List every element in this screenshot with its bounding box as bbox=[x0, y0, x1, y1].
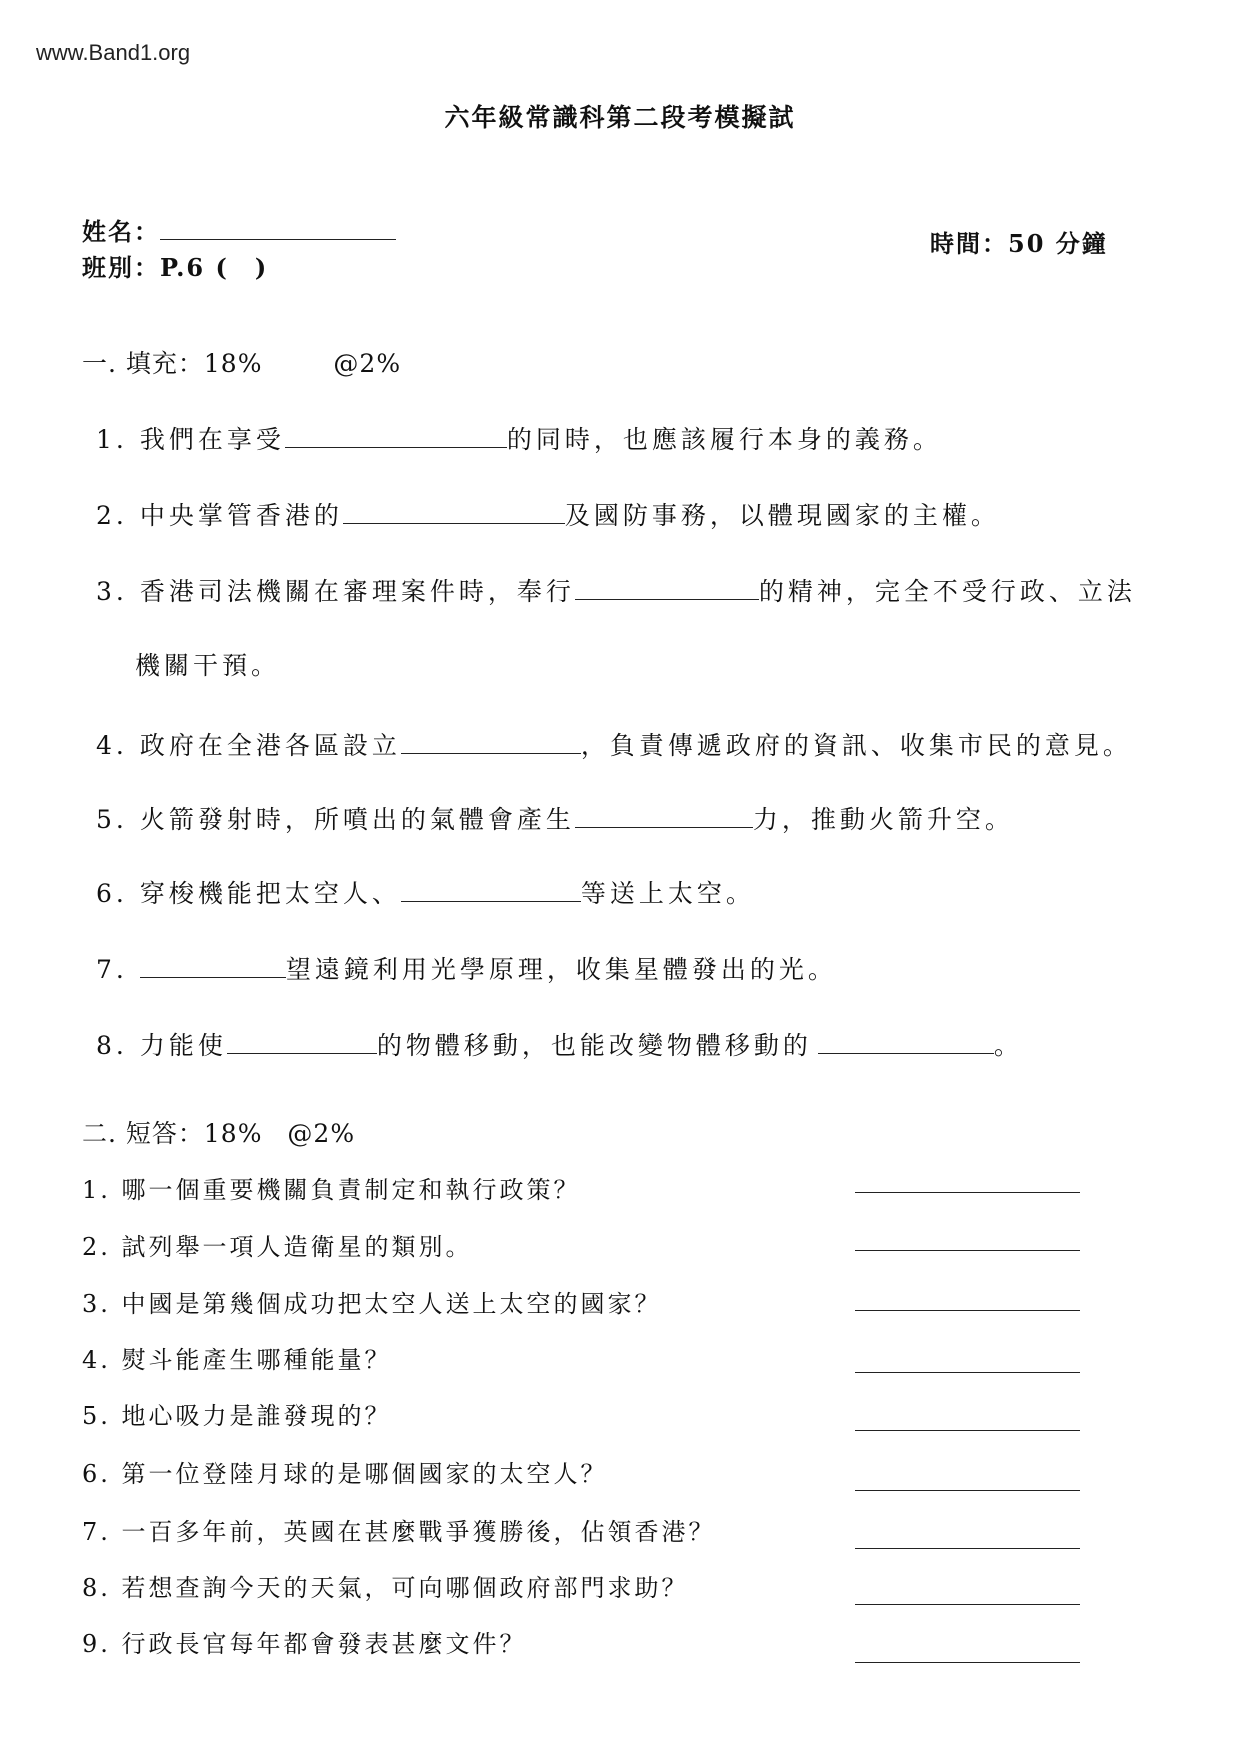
short-question-1: 1. 哪一個重要機關負責制定和執行政策？ bbox=[82, 1176, 581, 1204]
answer-line-2[interactable] bbox=[855, 1250, 1080, 1251]
q1-number: 1. bbox=[96, 425, 128, 454]
q5-text-b: 力，推動火箭升空。 bbox=[752, 805, 1014, 834]
fill-question-3 bbox=[96, 572, 1136, 608]
name-blank[interactable] bbox=[160, 213, 396, 240]
fill-question-1 bbox=[96, 420, 942, 456]
fill-question-2 bbox=[96, 496, 1000, 532]
name-label: 姓名： bbox=[82, 217, 160, 246]
q3-blank[interactable] bbox=[575, 573, 759, 600]
q3-text-b: 的精神，完全不受行政、立法 bbox=[758, 577, 1136, 606]
q7-number: 7. bbox=[96, 955, 128, 984]
answer-line-5[interactable] bbox=[855, 1430, 1080, 1431]
section2-marks: @2% bbox=[287, 1119, 356, 1148]
exam-title: 六年級常識科第二段考模擬試 bbox=[444, 103, 796, 132]
q8-text-b: 的物體移動，也能改變物體移動的 bbox=[376, 1031, 812, 1060]
fill-question-4 bbox=[96, 726, 1132, 762]
short-question-2: 2. 試列舉一項人造衛星的類別。 bbox=[82, 1233, 473, 1261]
q4-text-a: 政府在全港各區設立 bbox=[139, 731, 401, 760]
short-question-4: 4. 熨斗能產生哪種能量？ bbox=[82, 1346, 392, 1374]
q6-blank[interactable] bbox=[401, 875, 581, 902]
q8-text-a: 力能使 bbox=[139, 1031, 227, 1060]
short-question-3: 3. 中國是第幾個成功把太空人送上太空的國家？ bbox=[82, 1290, 662, 1318]
time-label: 時間：50 分鐘 bbox=[930, 229, 1108, 258]
answer-line-1[interactable] bbox=[855, 1192, 1080, 1193]
q1-text-b: 的同時，也應該履行本身的義務。 bbox=[506, 425, 942, 454]
section1-heading-row bbox=[82, 344, 401, 380]
q5-number: 5. bbox=[96, 805, 128, 834]
section2-heading-row bbox=[82, 1114, 355, 1150]
q4-number: 4. bbox=[96, 731, 128, 760]
q1-text-a: 我們在享受 bbox=[139, 425, 285, 454]
name-row bbox=[82, 212, 396, 247]
q2-text-b: 及國防事務，以體現國家的主權。 bbox=[564, 501, 1000, 530]
q7-blank[interactable] bbox=[140, 951, 286, 978]
answer-line-7[interactable] bbox=[855, 1548, 1080, 1549]
q5-blank[interactable] bbox=[575, 801, 753, 828]
short-question-9: 9. 行政長官每年都會發表甚麼文件？ bbox=[82, 1630, 527, 1658]
fill-question-6 bbox=[96, 874, 755, 910]
answer-line-3[interactable] bbox=[855, 1310, 1080, 1311]
short-question-8: 8. 若想查詢今天的天氣，可向哪個政府部門求助？ bbox=[82, 1574, 689, 1602]
q3-text-c: 機關干預。 bbox=[135, 651, 281, 680]
q3-text-a: 香港司法機關在審理案件時，奉行 bbox=[139, 577, 575, 606]
q2-text-a: 中央掌管香港的 bbox=[139, 501, 343, 530]
q2-blank[interactable] bbox=[343, 497, 565, 524]
short-question-6: 6. 第一位登陸月球的是哪個國家的太空人？ bbox=[82, 1460, 608, 1488]
q6-text-a: 穿梭機能把太空人、 bbox=[139, 879, 401, 908]
q3-number: 3. bbox=[96, 577, 128, 606]
q8-text-c: 。 bbox=[993, 1031, 1023, 1060]
q4-blank[interactable] bbox=[401, 727, 581, 754]
q4-text-b: ，負責傳遞政府的資訊、收集市民的意見。 bbox=[580, 731, 1132, 760]
q5-text-a: 火箭發射時，所噴出的氣體會產生 bbox=[139, 805, 575, 834]
q2-number: 2. bbox=[96, 501, 128, 530]
q8-number: 8. bbox=[96, 1031, 128, 1060]
short-question-7: 7. 一百多年前，英國在甚麼戰爭獲勝後，佔領香港？ bbox=[82, 1518, 716, 1546]
q6-text-b: 等送上太空。 bbox=[580, 879, 755, 908]
answer-line-8[interactable] bbox=[855, 1604, 1080, 1605]
section1-marks: @2% bbox=[333, 349, 402, 378]
q1-blank[interactable] bbox=[285, 421, 507, 448]
fill-question-7 bbox=[96, 950, 837, 986]
answer-line-4[interactable] bbox=[855, 1372, 1080, 1373]
section1-heading: 一. 填充：18% bbox=[82, 349, 263, 378]
answer-line-6[interactable] bbox=[855, 1490, 1080, 1491]
q6-number: 6. bbox=[96, 879, 128, 908]
fill-question-8 bbox=[96, 1026, 1023, 1062]
fill-question-5 bbox=[96, 800, 1014, 836]
site-watermark: www.Band1.org bbox=[36, 40, 191, 65]
answer-line-9[interactable] bbox=[855, 1662, 1080, 1663]
class-label: 班別：P.6 ( ) bbox=[82, 253, 269, 282]
q8-blank-1[interactable] bbox=[227, 1027, 377, 1054]
q8-blank-2[interactable] bbox=[818, 1027, 994, 1054]
short-question-5: 5. 地心吸力是誰發現的？ bbox=[82, 1402, 392, 1430]
section2-heading: 二. 短答：18% bbox=[82, 1119, 263, 1148]
q7-text-b: 望遠鏡利用光學原理，收集星體發出的光。 bbox=[285, 955, 837, 984]
